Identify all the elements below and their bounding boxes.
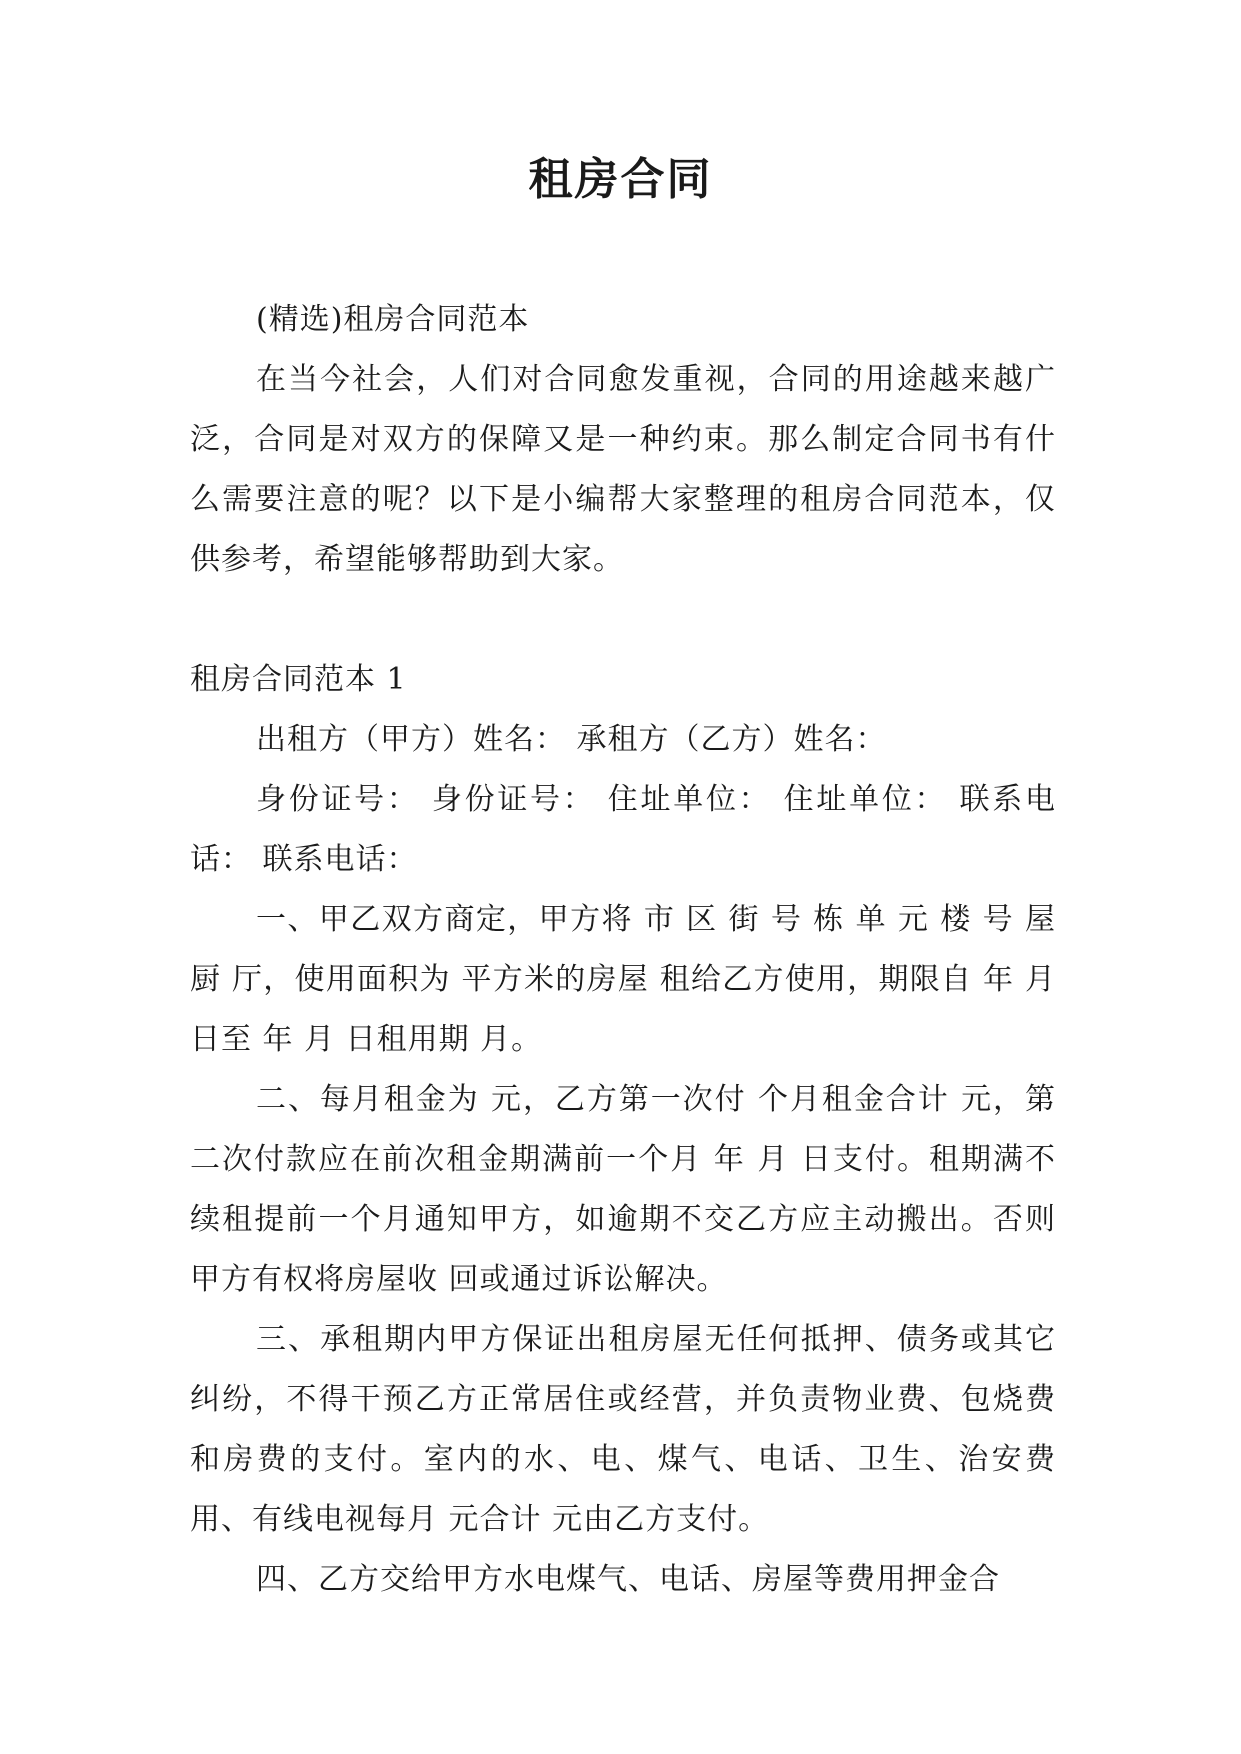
document-subtitle: (精选)租房合同范本 [256, 302, 530, 337]
document-body [190, 290, 1056, 1610]
clause-4: 四、乙方交给甲方水电煤气、电话、房屋等费用押金合 [256, 1562, 1000, 1597]
parties-line: 出租方（甲方）姓名： 承租方（乙方）姓名： [256, 722, 887, 757]
id-line: 身份证号： 身份证号： 住址单位： 住址单位： 联系电话： 联系电话： [190, 782, 1056, 877]
section-heading: 租房合同范本 1 [190, 662, 407, 697]
document-title: 租房合同 [528, 154, 713, 205]
clause-1: 一、甲乙双方商定，甲方将 市 区 街 号 栋 单 元 楼 号 屋 厨 厅，使用面积为 平方米的房屋 租给乙方使用，期限自 年 月 日至 年 月 日租用期 月。 [190, 902, 1056, 1057]
paragraph-spacer [190, 590, 1056, 650]
clause-2: 二、每月租金为 元，乙方第一次付 个月租金合计 元，第二次付款应在前次租金期满前一个月 年 月 日支付。租期满不续租提前一个月通知甲方，如逾期不交乙方应主动搬出。否则甲方有权将房屋收 回或通过诉讼解决。 [190, 1082, 1056, 1297]
clause-3: 三、承租期内甲方保证出租房屋无任何抵押、债务或其它纠纷，不得干预乙方正常居住或经营，并负责物业费、包烧费和房费的支付。室内的水、电、煤气、电话、卫生、治安费用、有线电视每月 元合计 元由乙方支付。 [190, 1322, 1056, 1537]
intro-paragraph: 在当今社会，人们对合同愈发重视，合同的用途越来越广泛，合同是对双方的保障又是一种约束。那么制定合同书有什么需要注意的呢？以下是小编帮大家整理的租房合同范本，仅供参考，希望能够帮助到大家。 [190, 362, 1056, 577]
